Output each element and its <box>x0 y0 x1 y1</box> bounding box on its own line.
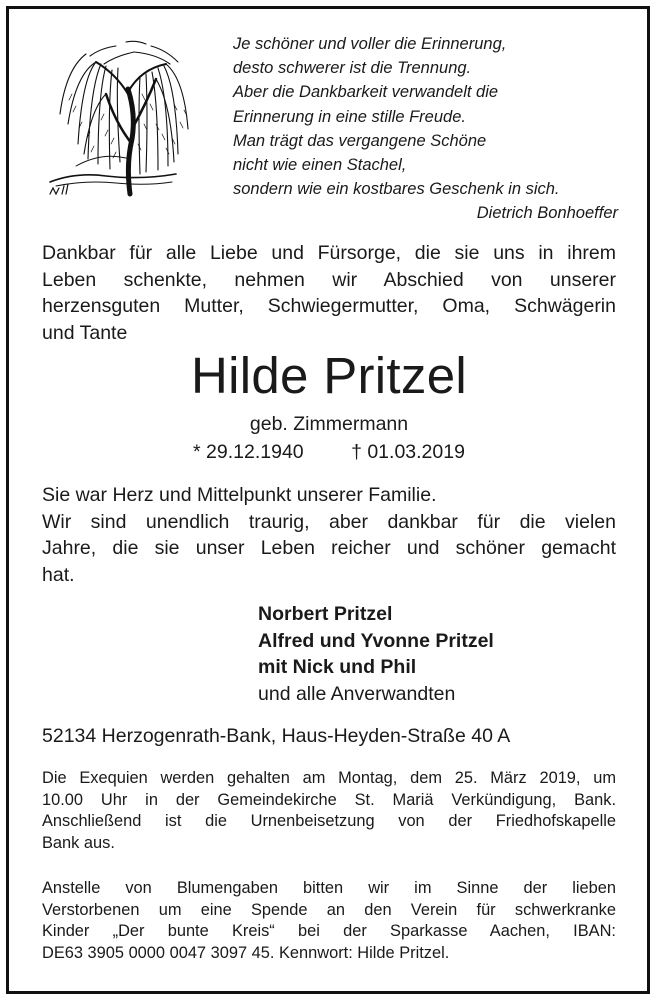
exequies-line: Anschließend ist die Urnenbeisetzung von der Friedhofskapelle <box>42 812 616 830</box>
death-date: † 01.03.2019 <box>351 441 465 463</box>
family-line: Wir sind unendlich traurig, aber dankbar für die vielen <box>42 510 616 533</box>
family-line: Sie war Herz und Mittelpunkt unserer Familie. <box>42 484 437 506</box>
donation-line: Verstorbenen um eine Spende an den Verein für schwerkranke <box>42 900 616 919</box>
mourner-name: Alfred und Yvonne Pritzel <box>258 629 494 652</box>
donation-line: DE63 3905 0000 0047 3097 45. Kennwort: Hilde Pritzel. <box>42 943 450 962</box>
poem-author: Dietrich Bonhoeffer <box>476 204 618 223</box>
intro-line: und Tante <box>42 321 128 344</box>
donation-text <box>42 878 616 964</box>
intro-line: Dankbar für alle Liebe und Fürsorge, die sie uns in ihrem <box>42 242 616 264</box>
intro-text <box>42 240 616 346</box>
exequies-text <box>42 768 616 854</box>
family-line: Jahre, die sie unser Leben reicher und schöner gemacht <box>42 537 616 559</box>
maiden-name: geb. Zimmermann <box>249 413 409 435</box>
poem-line: Man trägt das vergangene Schöne <box>233 131 487 150</box>
address: 52134 Herzogenrath-Bank, Haus-Heyden-Straße 40 A <box>42 725 511 747</box>
weeping-willow-icon <box>46 34 196 202</box>
family-line: hat. <box>42 563 75 586</box>
poem <box>233 32 618 226</box>
poem-line: desto schwerer ist die Trennung. <box>233 59 472 78</box>
family-text <box>42 482 616 588</box>
exequies-line: 10.00 Uhr in der Gemeindekirche St. Mariä Verkündigung, Bank. <box>42 790 616 809</box>
intro-line: herzensguten Mutter, Schwiegermutter, Oma, Schwägerin <box>42 295 616 317</box>
poem-line: nicht wie einen Stachel, <box>233 156 407 175</box>
exequies-line: Die Exequien werden gehalten am Montag, dem 25. März 2019, um <box>42 769 616 787</box>
mourner-relatives: und alle Anverwandten <box>258 682 456 705</box>
exequies-line: Bank aus. <box>42 833 115 852</box>
mourners-list <box>258 601 618 707</box>
poem-line: sondern wie ein kostbares Geschenk in sich. <box>233 180 560 199</box>
mourner-name: Norbert Pritzel <box>258 603 393 625</box>
mourner-name: mit Nick und Phil <box>258 656 417 678</box>
donation-line: Anstelle von Blumengaben bitten wir im Sinne der lieben <box>42 879 616 897</box>
deceased-name: Hilde Pritzel <box>191 347 467 404</box>
poem-line: Aber die Dankbarkeit verwandelt die <box>233 83 499 102</box>
donation-line: Kinder „Der bunte Kreis“ bei der Sparkasse Aachen, IBAN: <box>42 922 616 940</box>
intro-line: Leben schenkte, nehmen wir Abschied von unserer <box>42 268 616 291</box>
life-dates <box>0 440 658 464</box>
poem-line: Erinnerung in eine stille Freude. <box>233 107 466 126</box>
birth-date: * 29.12.1940 <box>193 441 304 463</box>
poem-line: Je schöner und voller die Erinnerung, <box>233 35 507 53</box>
